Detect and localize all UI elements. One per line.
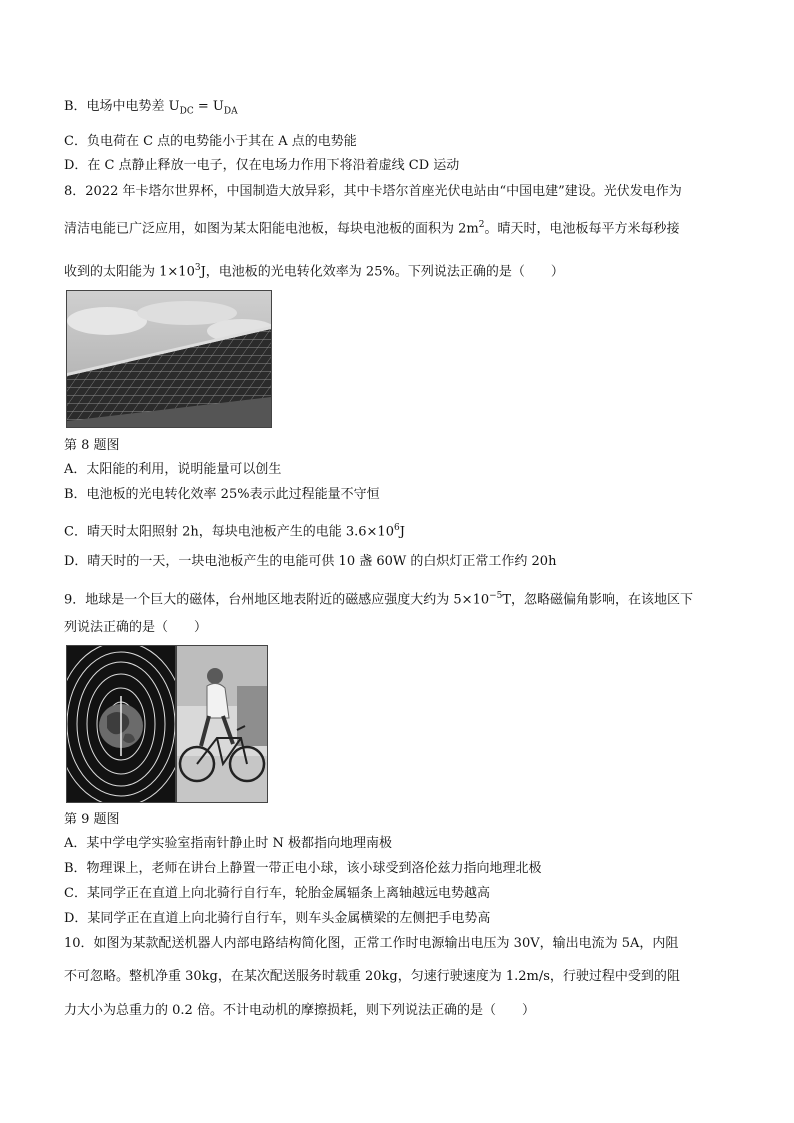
q8-stem-line3: 收到的太阳能为 $1\times 10^3J$，电池板的光电转化效率为 25%。下列说法正确的是（ ）: [64, 263, 564, 280]
q8-option-b: B．电池板的光电转化效率 25%表示此过程能量不守恒: [64, 487, 380, 502]
q7-option-d: D．在 C 点静止释放一电子，仅在电场力作用下将沿着虚线 CD 运动: [64, 158, 460, 173]
q9-option-c: C．某同学正在直道上向北骑行自行车，轮胎金属辐条上离轴越远电势越高: [64, 886, 490, 901]
q9-stem-line2: 列说法正确的是（ ）: [64, 620, 208, 635]
q9-stem-line1: 9．地球是一个巨大的磁体，台州地区地表附近的磁感应强度大约为 $5\times 10^{-5}T$，忽略磁偏角影响，在该地区下: [64, 591, 694, 608]
q10-stem-line1: 10．如图为某款配送机器人内部电路结构简化图，正常工作时电源输出电压为 30V，输出电流为 5A，内阻: [64, 936, 679, 951]
q8-option-c: C．晴天时太阳照射 2h，每块电池板产生的电能 $3.6\times 10^6J$: [64, 523, 405, 540]
q8-option-d: D．晴天时的一天，一块电池板产生的电能可供 10 盏 60W 的白炽灯正常工作约 20h: [64, 554, 557, 569]
q9-caption: 第 9 题图: [64, 812, 120, 827]
q9-option-d: D．某同学正在直道上向北骑行自行车，则车头金属横梁的左侧把手电势高: [64, 911, 491, 926]
q10-stem-line2: 不可忽略。整机净重 30kg，在某次配送服务时载重 20kg，匀速行驶速度为 1.2m/s，行驶过程中受到的阻: [64, 969, 680, 984]
q8-stem-line1: 8．2022 年卡塔尔世界杯，中国制造大放异彩，其中卡塔尔首座光伏电站由“中国电建”建设。光伏发电作为: [64, 184, 682, 199]
q8-option-a: A．太阳能的利用，说明能量可以创生: [64, 462, 282, 477]
solar-panel-image: [66, 290, 272, 428]
q7-option-b: B．电场中电势差 $U_{DC} = U_{DA}$: [64, 99, 238, 117]
earth-magnetic-field-image: [66, 645, 176, 803]
q8-stem-line2: 清洁电能已广泛应用，如图为某太阳能电池板，每块电池板的面积为 $2m^2$。晴天时，电池板每平方米每秒接: [64, 220, 680, 237]
q9-option-a: A．某中学电学实验室指南针静止时 N 极都指向地理南极: [64, 836, 393, 851]
q8-caption: 第 8 题图: [64, 438, 120, 453]
bicycle-rider-image: [176, 645, 268, 803]
q9-option-b: B．物理课上，老师在讲台上静置一带正电小球，该小球受到洛伦兹力指向地理北极: [64, 861, 542, 876]
q7-option-c: C．负电荷在 C 点的电势能小于其在 A 点的电势能: [64, 134, 357, 149]
q10-stem-line3: 力大小为总重力的 0.2 倍。不计电动机的摩擦损耗，则下列说法正确的是（ ）: [64, 1003, 535, 1018]
